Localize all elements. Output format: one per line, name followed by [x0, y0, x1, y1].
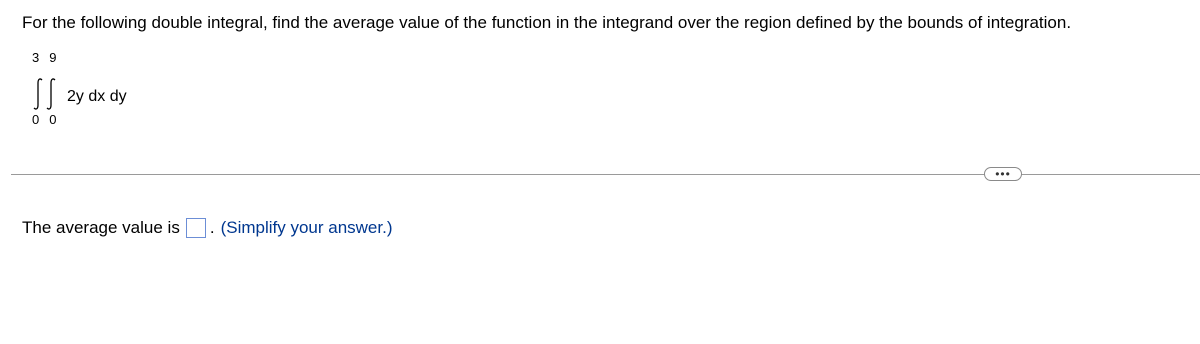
lower-bounds	[32, 112, 56, 127]
answer-prefix: The average value is	[22, 218, 180, 237]
upper-bound-outer: 3	[32, 50, 40, 65]
upper-bound-inner: 9	[49, 50, 57, 65]
answer-suffix: .	[209, 218, 215, 237]
more-options-button[interactable]	[984, 167, 1022, 181]
question-prompt: For the following double integral, find the average value of the function in the integrand over the region defined by the bounds of integration.	[22, 13, 1072, 32]
double-integral	[22, 48, 222, 138]
upper-bounds	[32, 50, 56, 65]
lower-bound-outer: 0	[32, 112, 40, 127]
integrand: 2y dx dy	[67, 88, 127, 105]
answer-hint: (Simplify your answer.)	[220, 218, 393, 237]
integral-sign-icon	[33, 78, 43, 110]
answer-input[interactable]	[186, 218, 206, 238]
answer-line	[22, 217, 393, 239]
lower-bound-inner: 0	[49, 112, 57, 127]
integral-sign-icon	[46, 78, 56, 110]
ellipsis-icon: •••	[995, 167, 1011, 181]
